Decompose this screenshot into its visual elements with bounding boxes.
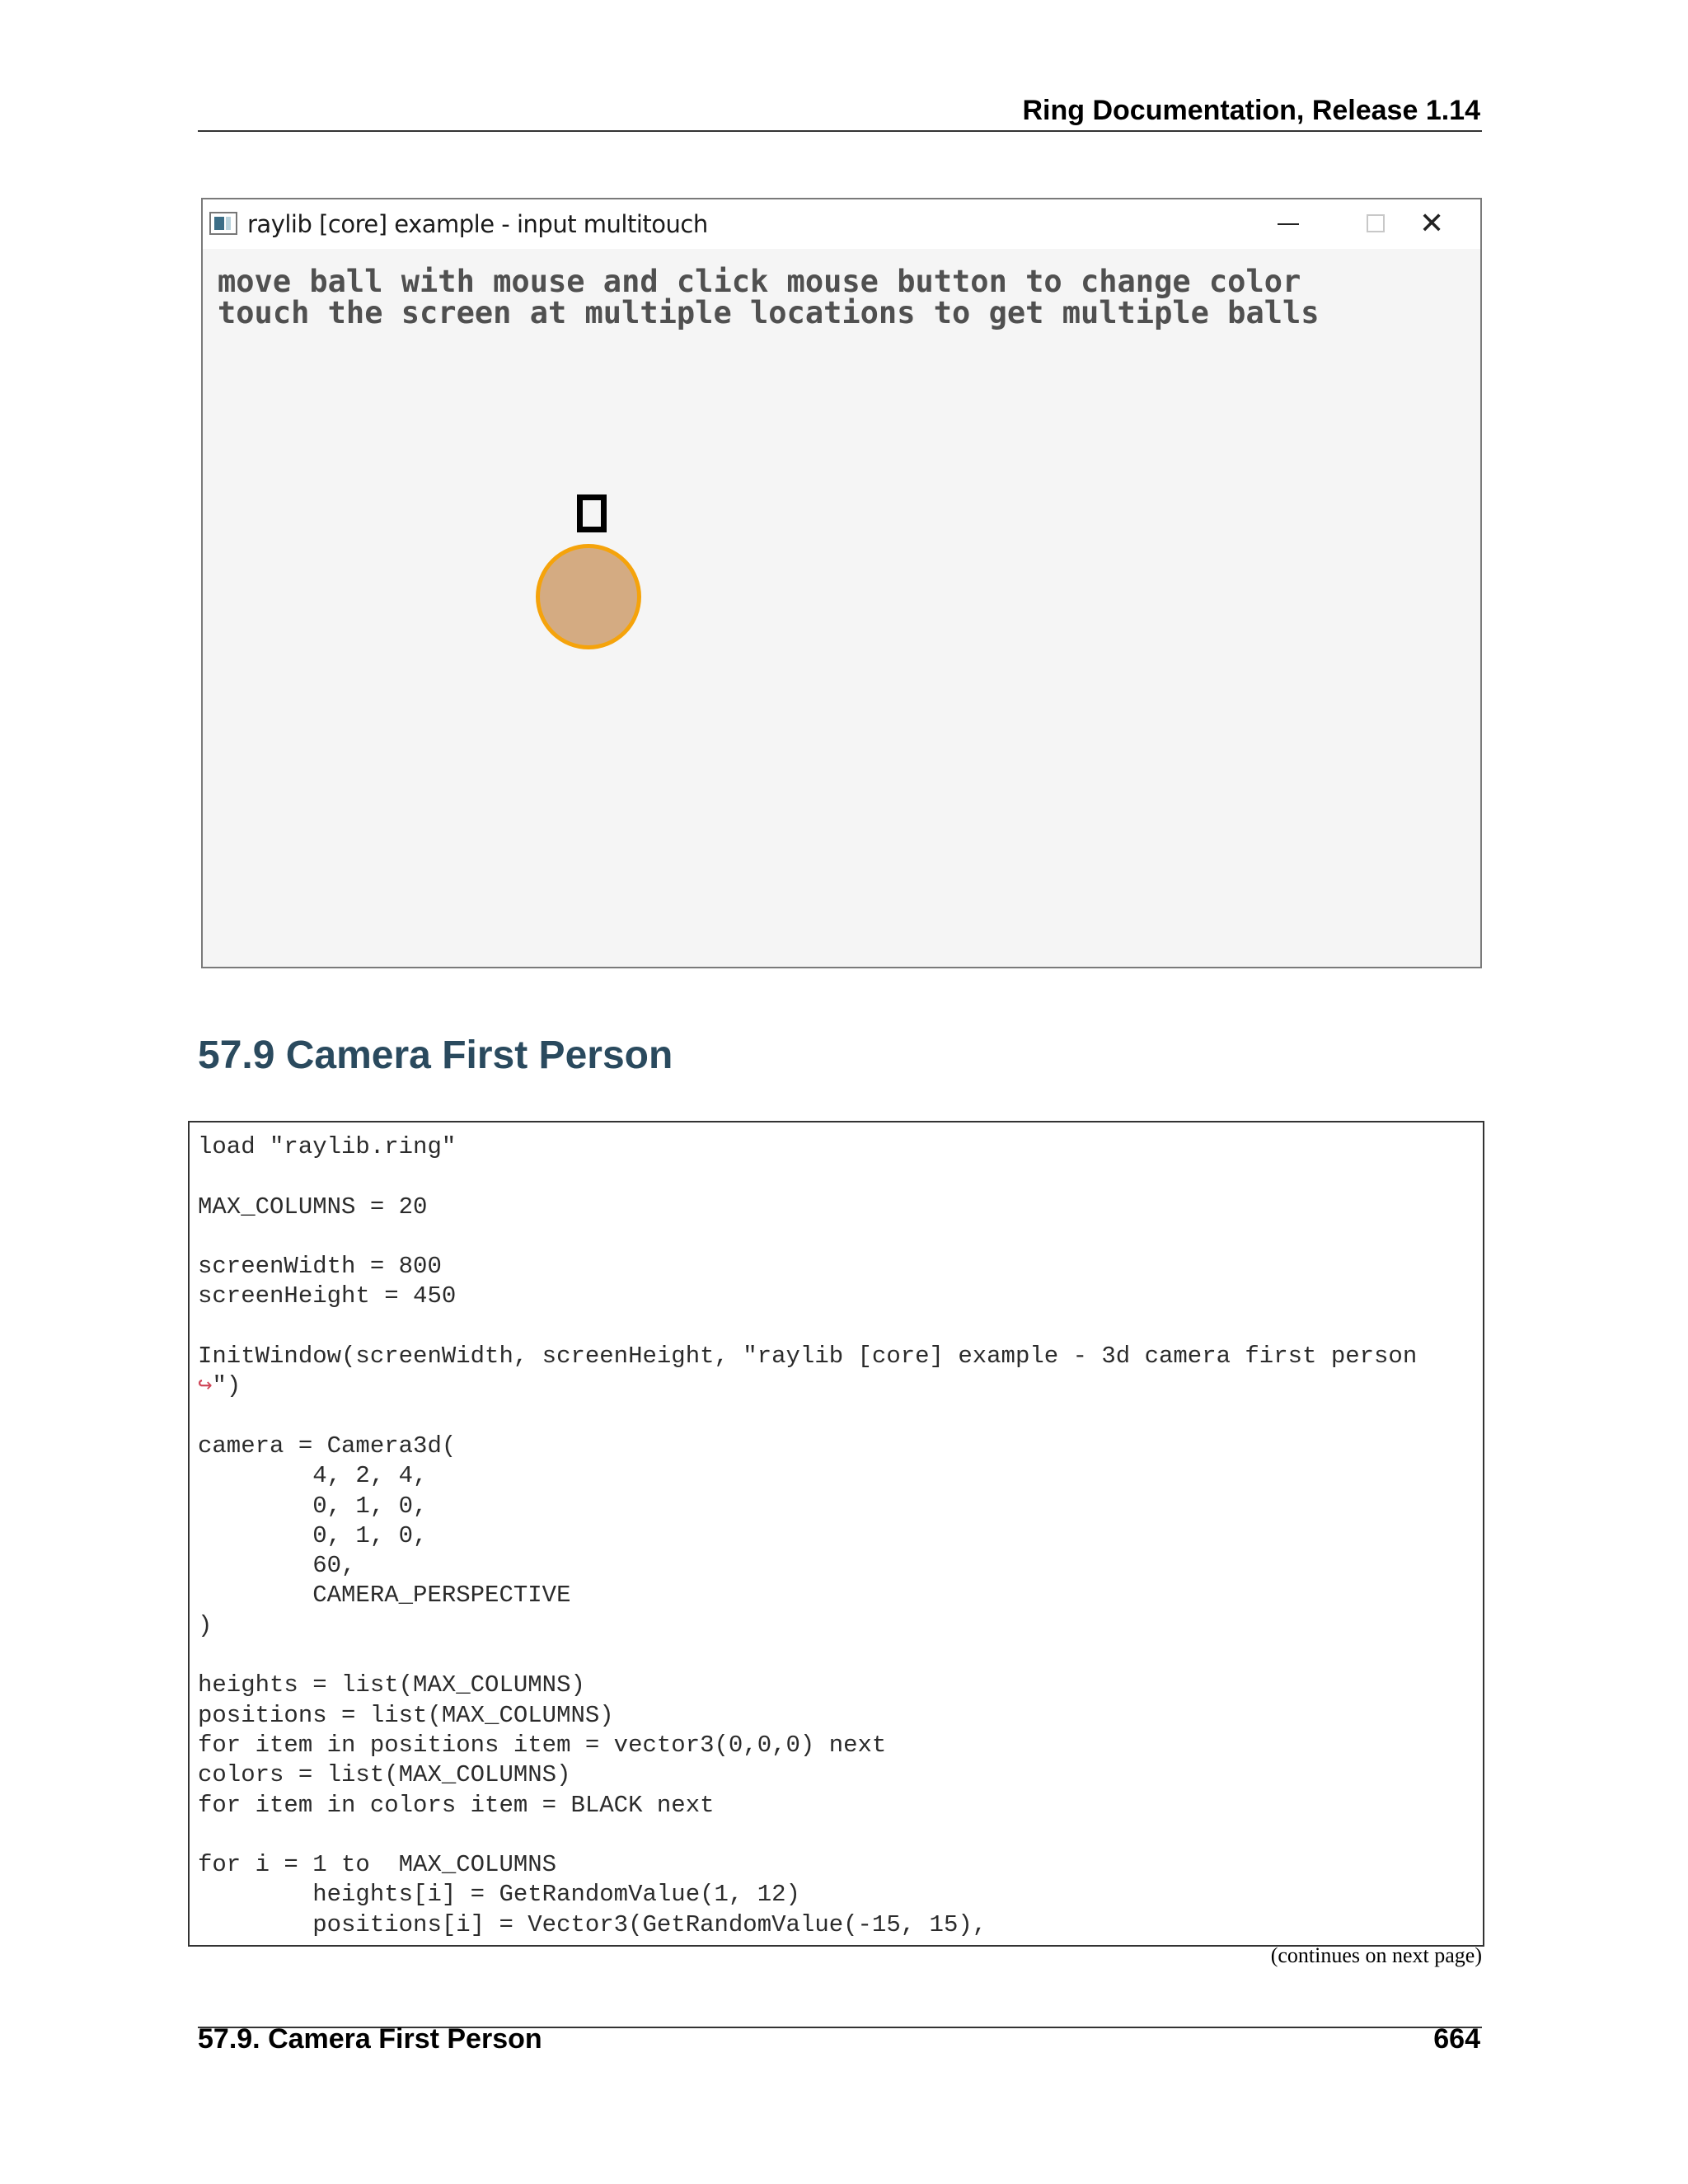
code-line: 4, 2, 4, bbox=[198, 1462, 428, 1490]
app-icon bbox=[209, 212, 237, 235]
instruction-line-2: touch the screen at multiple locations to get multiple balls bbox=[218, 295, 1320, 330]
code-line: CAMERA_PERSPECTIVE bbox=[198, 1582, 571, 1610]
code-line: ↪") bbox=[198, 1372, 241, 1400]
document-header-title: Ring Documentation, Release 1.14 bbox=[1022, 95, 1480, 126]
code-line: 60, bbox=[198, 1552, 356, 1580]
touch-point-marker bbox=[577, 494, 607, 532]
code-line: for item in colors item = BLACK next bbox=[198, 1791, 715, 1819]
minimize-button[interactable] bbox=[1243, 199, 1334, 249]
code-line: InitWindow(screenWidth, screenHeight, "raylib [core] example - 3d camera first person bbox=[198, 1343, 1418, 1371]
code-line bbox=[198, 1222, 1417, 1252]
code-line: positions = list(MAX_COLUMNS) bbox=[198, 1701, 614, 1729]
code-line bbox=[198, 1312, 1417, 1342]
code-line: heights = list(MAX_COLUMNS) bbox=[198, 1671, 585, 1699]
close-button[interactable] bbox=[1383, 199, 1474, 249]
window-title: raylib [core] example - input multitouch bbox=[247, 210, 708, 238]
code-line: screenWidth = 800 bbox=[198, 1253, 442, 1281]
code-line: ) bbox=[198, 1611, 213, 1639]
window-titlebar bbox=[203, 199, 1480, 249]
code-line: for i = 1 to MAX_COLUMNS bbox=[198, 1851, 557, 1879]
code-line bbox=[198, 1162, 1417, 1192]
code-line bbox=[198, 1402, 1417, 1432]
footer-section-title: 57.9. Camera First Person bbox=[198, 2023, 542, 2055]
code-line: 0, 1, 0, bbox=[198, 1492, 428, 1520]
header-rule bbox=[198, 130, 1482, 132]
close-icon: ✕ bbox=[1419, 207, 1445, 241]
code-line bbox=[198, 1641, 1417, 1671]
code-line: MAX_COLUMNS = 20 bbox=[198, 1193, 428, 1221]
line-continuation-icon: ↪ bbox=[198, 1372, 213, 1400]
maximize-icon bbox=[1367, 214, 1385, 232]
ball[interactable] bbox=[536, 544, 641, 649]
continues-note: (continues on next page) bbox=[1270, 1943, 1482, 1967]
code-line: 0, 1, 0, bbox=[198, 1521, 428, 1549]
app-window-screenshot bbox=[201, 198, 1482, 968]
code-line: heights[i] = GetRandomValue(1, 12) bbox=[198, 1881, 800, 1909]
code-block bbox=[188, 1121, 1484, 1947]
code-listing bbox=[198, 1132, 1417, 1940]
code-line: positions[i] = Vector3(GetRandomValue(-15, 15), bbox=[198, 1910, 987, 1938]
instruction-line-1: move ball with mouse and click mouse button to change color bbox=[218, 264, 1301, 299]
code-line bbox=[198, 1821, 1417, 1850]
code-line: screenHeight = 450 bbox=[198, 1282, 457, 1310]
section-heading: 57.9 Camera First Person bbox=[198, 1033, 673, 1077]
code-line: for item in positions item = vector3(0,0,0) next bbox=[198, 1731, 887, 1759]
code-line: load "raylib.ring" bbox=[198, 1133, 457, 1160]
page-number: 664 bbox=[1433, 2023, 1480, 2055]
code-line: colors = list(MAX_COLUMNS) bbox=[198, 1761, 571, 1789]
code-line: camera = Camera3d( bbox=[198, 1432, 457, 1460]
minimize-icon bbox=[1278, 223, 1299, 225]
